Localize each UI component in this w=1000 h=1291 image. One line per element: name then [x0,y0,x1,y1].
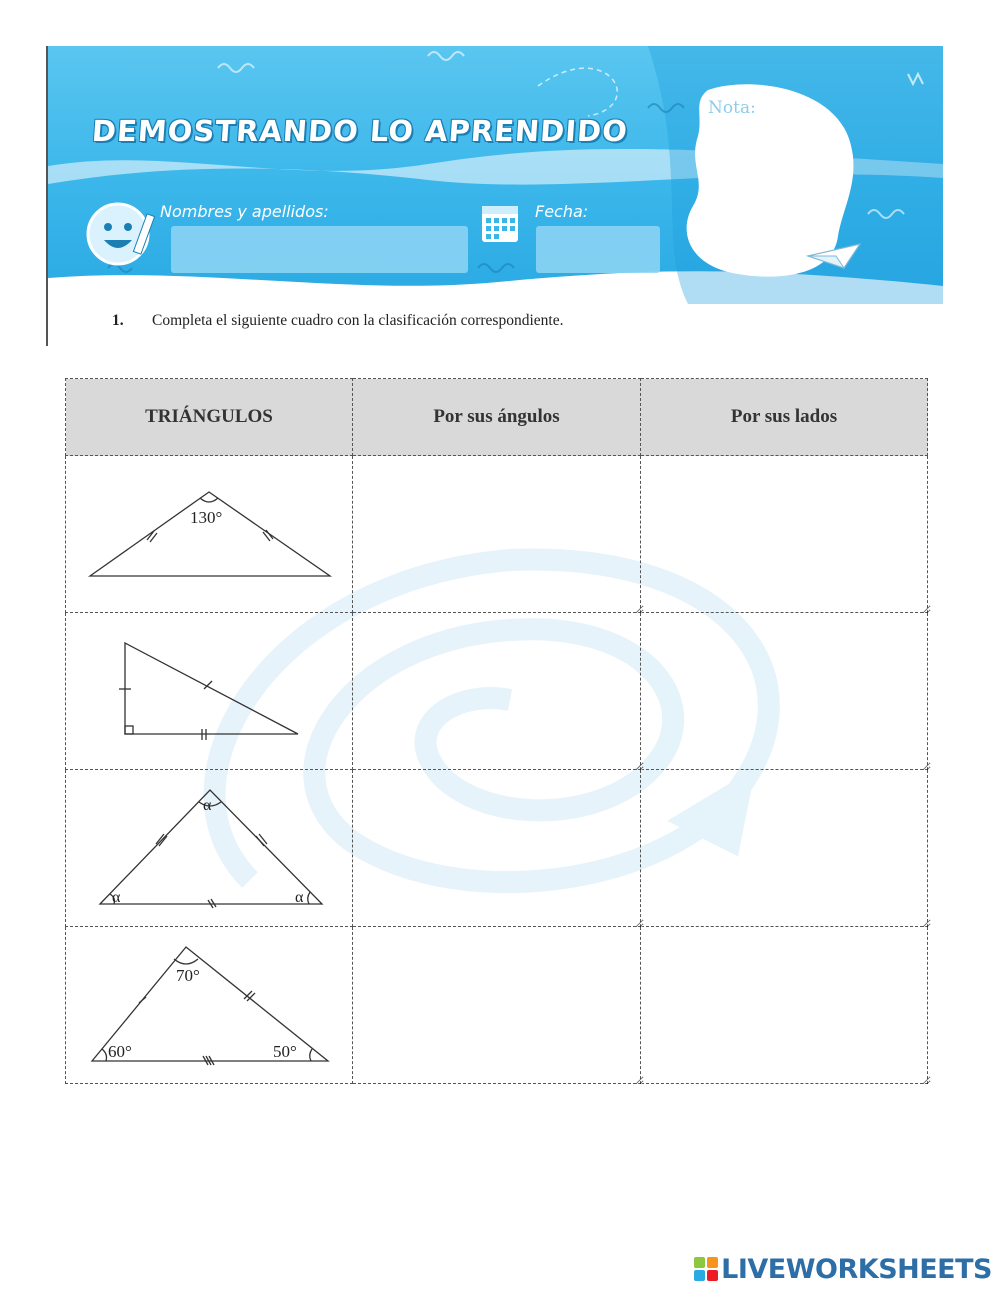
brand-name: LIVEWORKSHEETS [721,1253,992,1285]
answer-cell-angles[interactable] [353,770,641,927]
answer-input-sides[interactable] [641,768,931,928]
header-triangles: TRIÁNGULOS [66,379,353,456]
angle-label-top: 70° [176,966,200,985]
table-row [66,770,928,927]
table-header-row [66,379,928,456]
date-label: Fecha: [535,202,589,221]
header-by-sides: Por sus lados [641,379,928,456]
logo-blocks-icon [694,1257,718,1281]
grade-label: Nota: [708,98,756,118]
angle-label-left: 60° [108,1042,132,1061]
answer-input-angles[interactable] [353,768,644,928]
acute-scalene-triangle [66,927,353,1083]
smiley-pencil-icon [88,204,155,264]
angle-label-left: α [112,889,121,906]
table-row [66,456,928,613]
table-row [66,613,928,770]
answer-cell-sides[interactable] [641,927,928,1084]
table-row [66,927,928,1084]
name-input[interactable] [171,226,468,273]
classification-table [65,378,928,1084]
header-banner [48,46,943,304]
instruction-number: 1. [112,312,124,329]
liveworksheets-logo [694,1252,992,1286]
answer-cell-angles[interactable] [353,613,641,770]
answer-input-angles[interactable] [353,454,644,614]
answer-input-sides[interactable] [641,925,931,1085]
header-by-angles: Por sus ángulos [353,379,641,456]
instruction [112,312,563,330]
equilateral-triangle [66,770,353,926]
calendar-icon [482,206,518,242]
triangle-cell [66,456,353,613]
angle-label-top: α [203,797,212,814]
answer-cell-angles[interactable] [353,456,641,613]
right-scalene-triangle [66,613,353,769]
answer-cell-sides[interactable] [641,456,928,613]
date-input[interactable] [536,226,660,273]
angle-label-right: 50° [273,1042,297,1061]
answer-cell-sides[interactable] [641,613,928,770]
instruction-text: Completa el siguiente cuadro con la clasificación correspondiente. [152,312,564,329]
answer-input-angles[interactable] [353,925,644,1085]
obtuse-isosceles-triangle [66,456,353,612]
answer-input-sides[interactable] [641,611,931,771]
angle-label-right: α [295,889,304,906]
name-label: Nombres y apellidos: [160,202,329,221]
triangle-cell [66,770,353,927]
page-title: DEMOSTRANDO LO APRENDIDO [90,114,630,148]
answer-input-angles[interactable] [353,611,644,771]
triangle-cell [66,613,353,770]
answer-input-sides[interactable] [641,454,931,614]
triangle-cell [66,927,353,1084]
angle-label: 130° [190,508,223,527]
answer-cell-angles[interactable] [353,927,641,1084]
answer-cell-sides[interactable] [641,770,928,927]
